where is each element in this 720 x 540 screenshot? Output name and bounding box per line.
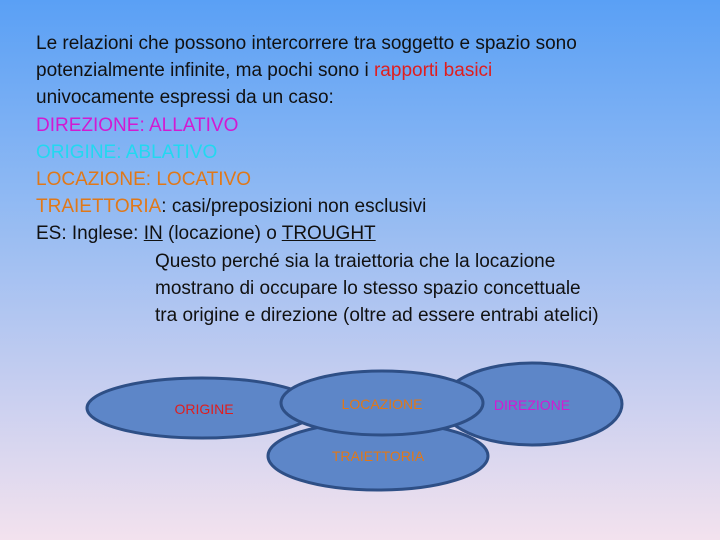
text-line-9: Questo perché sia la traiettoria che la locazione: [155, 250, 556, 272]
direzione-allativo: DIREZIONE: ALLATIVO: [36, 114, 239, 136]
text-line-2-start: potenzialmente infinite, ma pochi sono i: [36, 60, 374, 82]
text-line-7-rest: : casi/preposizioni non esclusivi: [161, 196, 427, 218]
example-label: ES: Inglese:: [36, 223, 144, 245]
text-line-3: univocamente espressi da un caso:: [36, 87, 334, 109]
ellipse-locazione: [281, 371, 483, 435]
locazione-locativo: LOCAZIONE: LOCATIVO: [36, 169, 252, 191]
text-line-10: mostrano di occupare lo stesso spazio concettuale: [155, 277, 581, 299]
example-in: IN: [143, 223, 163, 245]
ellipse-direzione-label: DIREZIONE: [493, 397, 571, 413]
origine-ablativo: ORIGINE: ABLATIVO: [36, 141, 218, 163]
ellipse-locazione-label: LOCAZIONE: [341, 396, 423, 412]
text-line-11: tra origine e direzione (oltre ad essere entrabi atelici): [155, 305, 599, 327]
rapporti-basici-highlight: rapporti basici: [373, 60, 493, 82]
traiettoria-highlight: TRAIETTORIA: [36, 196, 162, 218]
ellipse-origine-label: ORIGINE: [174, 401, 234, 417]
example-mid: (locazione) o: [162, 223, 282, 245]
example-trought: TROUGHT: [281, 223, 376, 245]
ellipse-traiettoria-label: TRAIETTORIA: [331, 448, 425, 464]
text-line-1: Le relazioni che possono intercorrere tra soggetto e spazio sono: [36, 33, 577, 54]
